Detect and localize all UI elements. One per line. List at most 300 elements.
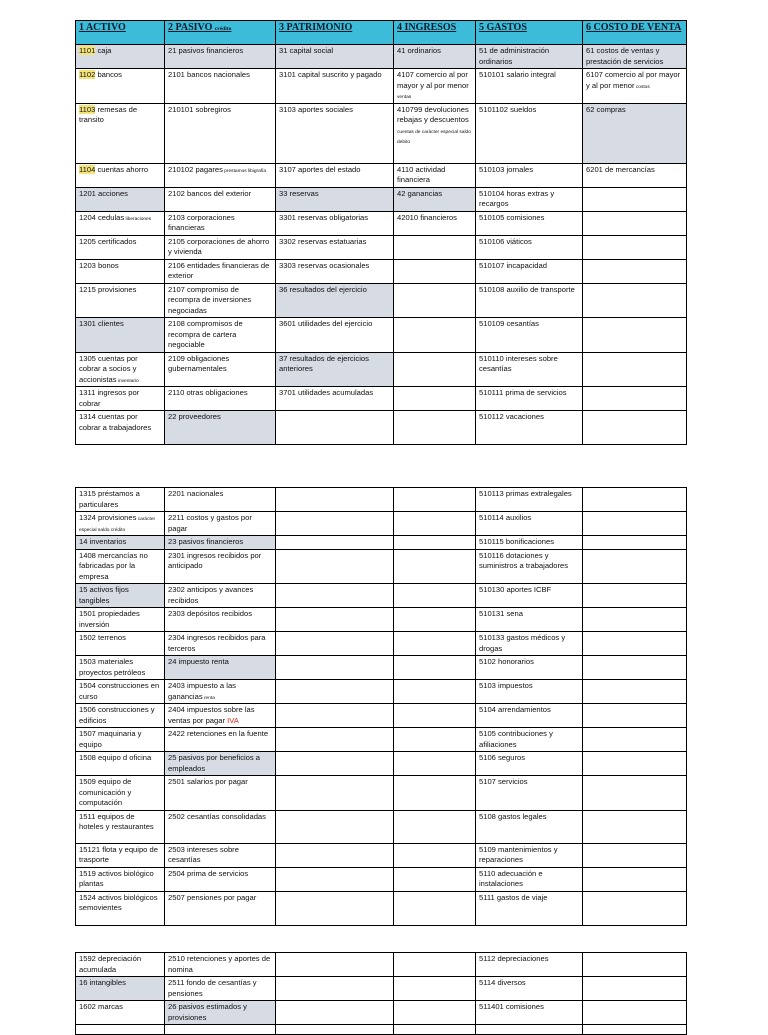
cell-gastos [476, 977, 583, 1001]
accounts-table-1 [75, 20, 687, 445]
cell-activo [76, 512, 165, 536]
account-note: prestamos libigrafía [222, 168, 267, 174]
cell-gastos [476, 867, 583, 891]
account-text: 410799 devoluciones rebajas y descuentos [397, 104, 469, 124]
account-text: 510110 intereses sobre cesantías [479, 353, 558, 373]
account-text: 510109 cesantías [479, 319, 539, 328]
cell-ingresos [394, 953, 476, 977]
cell-pasivo [165, 977, 276, 1001]
cell-patrimonio [276, 977, 394, 1001]
cell-gastos [476, 318, 583, 353]
cell-ingresos [394, 45, 476, 69]
cell-patrimonio [276, 776, 394, 811]
account-text: 510131 sena [479, 609, 523, 618]
table-row [76, 536, 687, 550]
cell-pasivo [165, 776, 276, 811]
account-text: 5105 contribuciones y afiliaciones [479, 729, 553, 749]
account-text: 510130 aportes ICBF [479, 585, 552, 594]
cell-ingresos [394, 977, 476, 1001]
cell-costo-venta [583, 632, 687, 656]
account-text: 510116 dotaciones y suministros a trabajadores [479, 550, 569, 570]
cell-pasivo [165, 810, 276, 843]
cell-costo-venta [583, 549, 687, 584]
cell-patrimonio [276, 235, 394, 259]
cell-pasivo [165, 584, 276, 608]
cell-activo [76, 584, 165, 608]
account-text: 1501 propiedades inversión [79, 609, 140, 629]
account-text: 510112 vacaciones [479, 412, 544, 421]
account-text: 3101 capital suscrito y pagado [279, 70, 382, 79]
account-text: 2101 bancos nacionales [168, 70, 250, 79]
cell-activo [76, 318, 165, 353]
table-row [76, 953, 687, 977]
account-text: 31 capital social [279, 46, 334, 55]
header-label: 6 COSTO DE VENTA [586, 22, 682, 33]
cell-activo [76, 163, 165, 187]
account-text: 2108 compromisos de recompra de cartera negociable [168, 319, 243, 349]
account-text: 2502 cesantías consolidadas [168, 811, 266, 821]
cell-gastos [476, 235, 583, 259]
cell-costo-venta [583, 680, 687, 704]
accounts-table-3 [75, 952, 687, 1035]
cell-pasivo [165, 608, 276, 632]
cell-ingresos [394, 163, 476, 187]
cell-costo-venta [583, 488, 687, 512]
cell-patrimonio [276, 891, 394, 925]
cell-ingresos [394, 283, 476, 318]
cell-pasivo [165, 318, 276, 353]
cell-patrimonio [276, 584, 394, 608]
cell-gastos [476, 549, 583, 584]
cell-gastos [476, 680, 583, 704]
cell-gastos [476, 608, 583, 632]
cell-gastos [476, 103, 583, 163]
header-note: crédito [214, 26, 232, 32]
account-code: 1104 [79, 164, 96, 174]
account-text: 510114 auxilios [479, 513, 532, 522]
account-text: 1508 equipo d oficina [79, 753, 152, 762]
cell-ingresos [394, 728, 476, 752]
cell-costo-venta [583, 891, 687, 925]
cell-ingresos [394, 704, 476, 728]
account-text: 510105 comisiones [479, 212, 545, 222]
account-text: 1509 equipo de comunicación y computación [79, 777, 132, 807]
cell-costo-venta [583, 163, 687, 187]
table-row [76, 608, 687, 632]
cell-activo [76, 259, 165, 283]
account-text: 511401 comisiones [479, 1002, 544, 1011]
cell-activo [76, 1025, 165, 1035]
account-text: 2507 pensiones por pagar [168, 892, 257, 902]
account-text: 1305 cuentas por cobrar a socios y accionistas [79, 353, 138, 384]
table-row [76, 103, 687, 163]
account-text: 2201 nacionales [168, 489, 224, 498]
cell-activo [76, 810, 165, 843]
table-row [76, 45, 687, 69]
cell-pasivo [165, 680, 276, 704]
account-text: 4107 comercio al por mayor y al por menor [397, 70, 469, 90]
account-text: 2422 retenciones en la fuente [168, 729, 269, 738]
cell-patrimonio [276, 843, 394, 867]
cell-costo-venta [583, 1025, 687, 1035]
account-note: ventas [397, 95, 412, 100]
cell-ingresos [394, 512, 476, 536]
highlight-text: IVA [227, 715, 239, 725]
cell-gastos [476, 45, 583, 69]
account-text: 3301 reservas obligatorias [279, 212, 369, 222]
table-row [76, 187, 687, 211]
account-text: 2110 otras obligaciones [168, 388, 248, 397]
account-text: 2403 impuesto a las ganancias [168, 681, 236, 701]
cell-gastos [476, 187, 583, 211]
cell-activo [76, 680, 165, 704]
cell-patrimonio [276, 810, 394, 843]
cell-activo [76, 977, 165, 1001]
cell-ingresos [394, 211, 476, 235]
cell-activo [76, 728, 165, 752]
account-text: 1315 préstamos a particulares [79, 489, 140, 509]
account-text: 16 intangibles [79, 978, 126, 987]
account-text: 25 pasivos por beneficios a empleados [168, 753, 261, 773]
cell-gastos [476, 810, 583, 843]
cell-gastos [476, 632, 583, 656]
account-text: 2106 entidades financieras de exterior [168, 260, 270, 280]
account-text: 51 de administración ordinarios [479, 46, 550, 66]
header-label: 4 INGRESOS [397, 22, 457, 33]
cell-ingresos [394, 891, 476, 925]
table-row [76, 680, 687, 704]
header-label: 3 PATRIMONIO [279, 22, 353, 33]
cell-gastos [476, 163, 583, 187]
cell-pasivo [165, 352, 276, 387]
cell-pasivo [165, 259, 276, 283]
cell-patrimonio [276, 163, 394, 187]
account-text: 3302 reservas estatuarias [279, 236, 367, 246]
cell-pasivo [165, 235, 276, 259]
account-text: 5111 gastos de viaje [479, 892, 548, 902]
account-text: 210101 sobregiros [168, 104, 231, 114]
cell-costo-venta [583, 318, 687, 353]
account-text: 2109 obligaciones gubernamentales [168, 353, 230, 373]
table-row [76, 891, 687, 925]
cell-pasivo [165, 211, 276, 235]
cell-patrimonio [276, 259, 394, 283]
account-text: 37 resultados de ejercicios anteriores [279, 353, 369, 373]
account-text: 5107 servicios [479, 777, 528, 786]
cell-costo-venta [583, 411, 687, 445]
cell-pasivo [165, 1001, 276, 1025]
cell-costo-venta [583, 953, 687, 977]
cell-patrimonio [276, 536, 394, 550]
account-note: inventario [116, 378, 139, 384]
cell-costo-venta [583, 103, 687, 163]
cell-patrimonio [276, 211, 394, 235]
cell-activo [76, 387, 165, 411]
table-row [76, 1025, 687, 1035]
header-ingresos [394, 21, 476, 45]
table-row [76, 387, 687, 411]
cell-patrimonio [276, 608, 394, 632]
cell-patrimonio [276, 318, 394, 353]
account-note: cuentas de carácter especial saldo debito [397, 129, 471, 145]
cell-pasivo [165, 704, 276, 728]
account-text: 62 compras [586, 104, 626, 114]
account-text: 14 inventarios [79, 537, 127, 546]
table-row [76, 977, 687, 1001]
account-text: 2501 salarios por pagar [168, 777, 248, 786]
table-row [76, 810, 687, 843]
cell-ingresos [394, 536, 476, 550]
cell-ingresos [394, 843, 476, 867]
account-text: 23 pasivos financieros [168, 537, 244, 546]
cell-pasivo [165, 1025, 276, 1035]
account-text: 5101102 sueldos [479, 104, 537, 114]
cell-gastos [476, 953, 583, 977]
cell-activo [76, 187, 165, 211]
account-text: 6201 de mercancías [586, 164, 655, 174]
account-text: 1203 bonos [79, 260, 119, 270]
cell-costo-venta [583, 608, 687, 632]
account-text: 5102 honorarios [479, 657, 534, 666]
cell-pasivo [165, 45, 276, 69]
account-text: 2504 prima de servicios [168, 868, 249, 878]
account-text: cuentas ahorro [95, 164, 149, 174]
account-text: bancos [95, 70, 122, 79]
cell-gastos [476, 352, 583, 387]
account-text: 510113 primas extralegales [479, 489, 572, 498]
account-text: 1602 marcas [79, 1002, 123, 1011]
cell-gastos [476, 656, 583, 680]
cell-pasivo [165, 536, 276, 550]
cell-activo [76, 352, 165, 387]
cell-costo-venta [583, 45, 687, 69]
cell-gastos [476, 1001, 583, 1025]
cell-activo [76, 235, 165, 259]
cell-ingresos [394, 488, 476, 512]
cell-pasivo [165, 69, 276, 104]
cell-ingresos [394, 680, 476, 704]
cell-patrimonio [276, 953, 394, 977]
account-text: 1408 mercancías no fabricadas por la empresa [79, 550, 148, 581]
cell-ingresos [394, 810, 476, 843]
cell-patrimonio [276, 352, 394, 387]
account-text: 2503 intereses sobre cesantías [168, 844, 239, 864]
table-row [76, 704, 687, 728]
table-row [76, 632, 687, 656]
cell-pasivo [165, 187, 276, 211]
cell-gastos [476, 584, 583, 608]
header-label: 1 ACTIVO [79, 22, 126, 33]
table-row [76, 259, 687, 283]
account-text: 510106 viáticos [479, 236, 532, 246]
account-text: 1204 cedulas [79, 212, 125, 222]
cell-gastos [476, 411, 583, 445]
account-text: 1504 construcciones en curso [79, 681, 160, 701]
cell-gastos [476, 536, 583, 550]
table-row [76, 512, 687, 536]
table-row [76, 235, 687, 259]
account-text: 3303 reservas ocasionales [279, 260, 370, 270]
account-text: 2103 corporaciones financieras [168, 212, 235, 232]
table-row [76, 584, 687, 608]
account-text: 1201 acciones [79, 188, 128, 198]
account-text: 5103 impuestos [479, 681, 533, 690]
cell-ingresos [394, 318, 476, 353]
account-note: carácter especial saldo crédito [79, 517, 156, 533]
account-text: 1507 maquinaria y equipo [79, 729, 142, 749]
cell-ingresos [394, 549, 476, 584]
account-note: liberaciones [124, 216, 152, 222]
account-text: 1324 provisiones [79, 513, 137, 522]
account-note: costos [634, 84, 650, 90]
cell-costo-venta [583, 235, 687, 259]
account-text: 1592 depreciación acumulada [79, 954, 142, 974]
account-text: 5104 arrendamientos [479, 705, 551, 714]
account-text: 1503 materiales proyectos petróleos [79, 657, 146, 677]
account-text: 15121 flota y equipo de trasporte [79, 844, 158, 864]
account-text: 41 ordinarios [397, 46, 441, 55]
cell-costo-venta [583, 283, 687, 318]
account-text: 2511 fondo de cesantías y pensiones [168, 978, 257, 998]
table-row [76, 656, 687, 680]
cell-activo [76, 776, 165, 811]
account-text: 2302 anticipos y avances recibidos [168, 585, 254, 605]
account-text: 1519 activos biológico plantas [79, 868, 154, 888]
cell-patrimonio [276, 69, 394, 104]
account-text: 42010 financieros [397, 212, 457, 222]
cell-costo-venta [583, 656, 687, 680]
cell-costo-venta [583, 352, 687, 387]
cell-gastos [476, 69, 583, 104]
account-text: 15 activos fijos tangibles [79, 585, 129, 605]
table-row [76, 163, 687, 187]
cell-ingresos [394, 776, 476, 811]
header-label: 5 GASTOS [479, 22, 527, 33]
cell-ingresos [394, 352, 476, 387]
cell-pasivo [165, 728, 276, 752]
cell-pasivo [165, 953, 276, 977]
account-code: 1101 [79, 46, 96, 55]
account-text: 1301 clientes [79, 319, 124, 328]
cell-pasivo [165, 843, 276, 867]
cell-gastos [476, 728, 583, 752]
cell-patrimonio [276, 728, 394, 752]
cell-ingresos [394, 235, 476, 259]
account-text: 61 costos de ventas y prestación de servicios [586, 46, 664, 66]
cell-ingresos [394, 867, 476, 891]
account-text: 510107 incapacidad [479, 260, 547, 270]
cell-pasivo [165, 632, 276, 656]
cell-activo [76, 549, 165, 584]
table-row [76, 752, 687, 776]
cell-gastos [476, 704, 583, 728]
cell-patrimonio [276, 680, 394, 704]
cell-patrimonio [276, 752, 394, 776]
cell-activo [76, 211, 165, 235]
table-row [76, 318, 687, 353]
cell-pasivo [165, 512, 276, 536]
cell-gastos [476, 512, 583, 536]
cell-gastos [476, 259, 583, 283]
cell-patrimonio [276, 1025, 394, 1035]
account-text: 33 reservas [279, 188, 319, 198]
account-text: 1311 ingresos por cobrar [79, 388, 140, 408]
account-text: 3601 utilidades del ejercicio [279, 319, 373, 328]
account-text: 42 ganancias [397, 188, 443, 198]
header-row [76, 21, 687, 45]
header-patrimonio [276, 21, 394, 45]
cell-ingresos [394, 752, 476, 776]
cell-pasivo [165, 891, 276, 925]
table-row [76, 549, 687, 584]
header-label: 2 PASIVO [168, 22, 213, 33]
cell-patrimonio [276, 187, 394, 211]
table-row [76, 1001, 687, 1025]
account-text: 3701 utilidades acumuladas [279, 388, 374, 397]
cell-costo-venta [583, 977, 687, 1001]
cell-activo [76, 69, 165, 104]
table-row [76, 411, 687, 445]
account-text: 2301 ingresos recibidos por anticipado [168, 550, 262, 570]
cell-patrimonio [276, 632, 394, 656]
cell-pasivo [165, 411, 276, 445]
cell-ingresos [394, 1025, 476, 1035]
account-text: 510115 bonificaciones [479, 537, 555, 546]
cell-gastos [476, 1025, 583, 1035]
account-text: 5110 adecuación e instalaciones [479, 868, 543, 888]
account-text: 36 resultados del ejercicio [279, 284, 367, 294]
cell-ingresos [394, 387, 476, 411]
cell-pasivo [165, 283, 276, 318]
cell-costo-venta [583, 843, 687, 867]
cell-activo [76, 867, 165, 891]
account-text: 1205 certificados [79, 236, 137, 246]
cell-ingresos [394, 608, 476, 632]
cell-activo [76, 752, 165, 776]
account-code: 1103 [79, 104, 96, 114]
account-text: 2510 retenciones y aportes de nomina [168, 954, 271, 974]
account-text: 3107 aportes del estado [279, 164, 361, 174]
account-text: 5108 gastos legales [479, 811, 547, 821]
account-text: 5114 diversos [479, 978, 526, 987]
cell-activo [76, 656, 165, 680]
cell-pasivo [165, 387, 276, 411]
account-text: 2303 depósitos recibidos [168, 609, 253, 618]
account-text: 1502 terrenos [79, 633, 126, 642]
account-text: 1506 construcciones y edificios [79, 705, 155, 725]
account-text: 22 proveedores [168, 412, 221, 421]
cell-patrimonio [276, 512, 394, 536]
account-text: 510111 prima de servicios [479, 388, 567, 397]
table-row [76, 352, 687, 387]
cell-activo [76, 953, 165, 977]
account-text: 2105 corporaciones de ahorro y vivienda [168, 236, 270, 256]
cell-costo-venta [583, 776, 687, 811]
account-text: 1314 cuentas por cobrar a trabajadores [79, 412, 152, 432]
table-row [76, 776, 687, 811]
cell-ingresos [394, 584, 476, 608]
cell-ingresos [394, 69, 476, 104]
cell-patrimonio [276, 549, 394, 584]
account-text: 1215 provisiones [79, 284, 137, 294]
account-text: 510103 jornales [479, 164, 534, 174]
cell-costo-venta [583, 704, 687, 728]
cell-costo-venta [583, 810, 687, 843]
cell-costo-venta [583, 69, 687, 104]
cell-activo [76, 891, 165, 925]
cell-activo [76, 103, 165, 163]
cell-gastos [476, 776, 583, 811]
